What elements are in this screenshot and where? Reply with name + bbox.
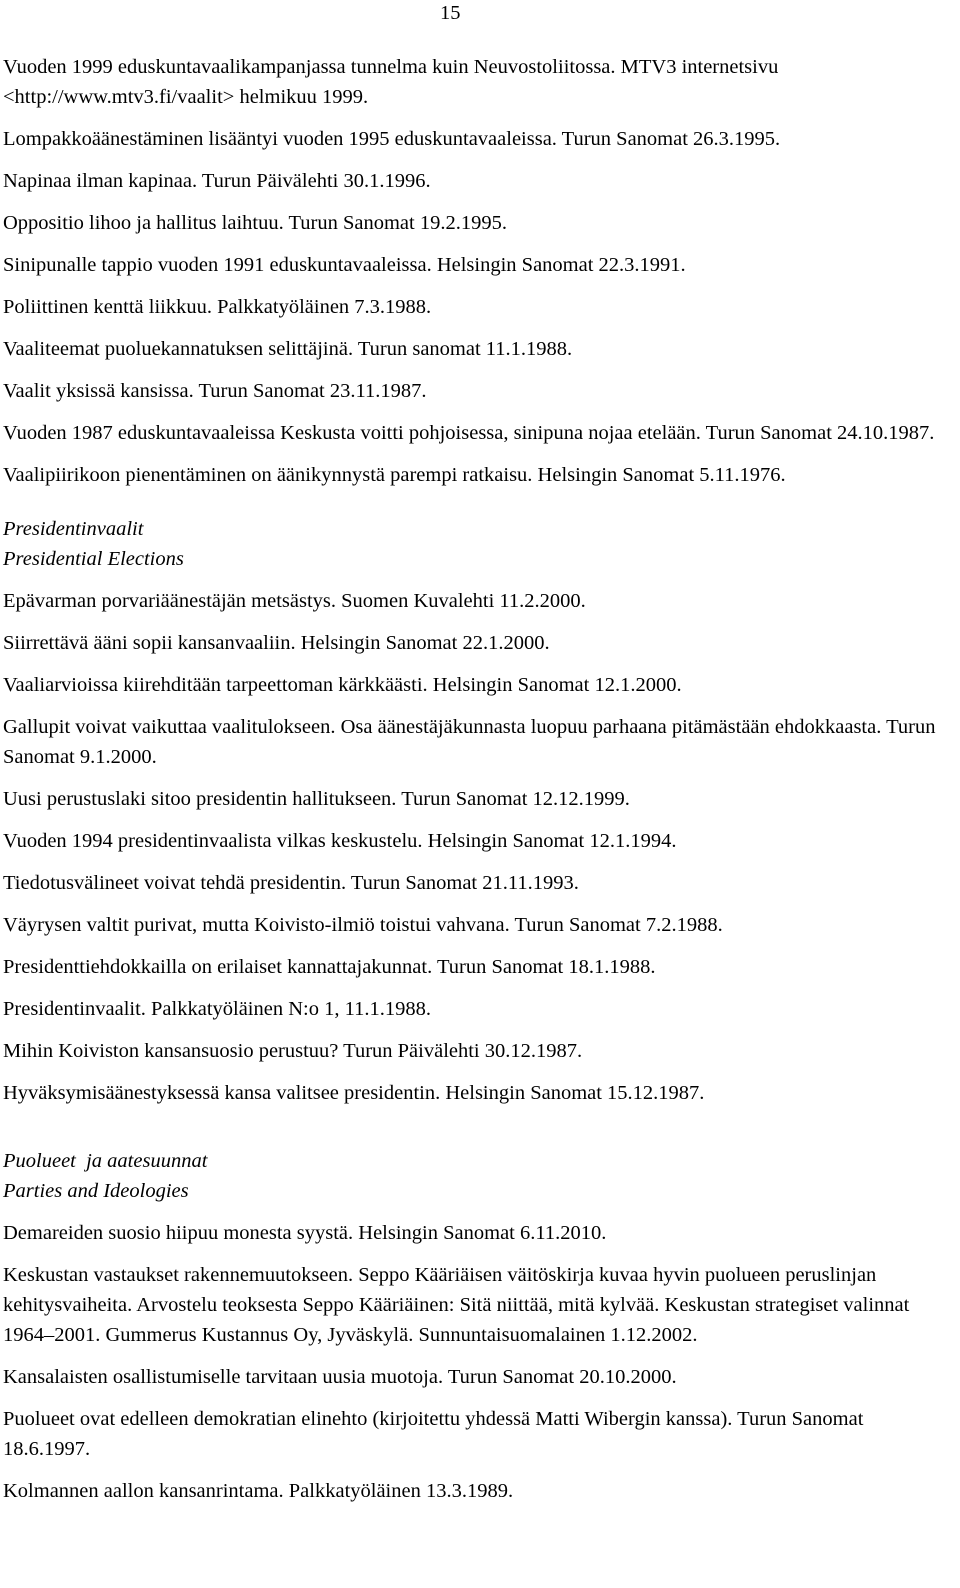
bibliography-entry: Epävarman porvariäänestäjän metsästys. Suomen Kuvalehti 11.2.2000. <box>3 590 586 612</box>
bibliography-entry: Lompakkoäänestäminen lisääntyi vuoden 1995 eduskuntavaaleissa. Turun Sanomat 26.3.1995. <box>3 128 781 150</box>
bibliography-entry: Oppositio lihoo ja hallitus laihtuu. Turun Sanomat 19.2.1995. <box>3 212 507 234</box>
bibliography-entry: Kansalaisten osallistumiselle tarvitaan uusia muotoja. Turun Sanomat 20.10.2000. <box>3 1366 677 1388</box>
bibliography-entry: Vuoden 1987 eduskuntavaaleissa Keskusta voitti pohjoisessa, sinipuna nojaa etelään. Turun Sanomat 24.10.1987. <box>3 422 935 444</box>
section-heading-en: Parties and Ideologies <box>3 1180 189 1202</box>
bibliography-entry: Vuoden 1999 eduskuntavaalikampanjassa tunnelma kuin Neuvostoliitossa. MTV3 internetsivu <http://www.mtv3.fi/vaalit> helmikuu 1999. <box>3 56 779 108</box>
bibliography-entry: Vaaliteemat puoluekannatuksen selittäjinä. Turun sanomat 11.1.1988. <box>3 338 573 360</box>
page-number: 15 <box>440 2 461 24</box>
bibliography-entry: Uusi perustuslaki sitoo presidentin hallitukseen. Turun Sanomat 12.12.1999. <box>3 788 630 810</box>
bibliography-entry: Keskustan vastaukset rakennemuutokseen. Seppo Kääriäisen väitöskirja kuvaa hyvin puolueen peruslinjan kehitysvaiheita. Arvostelu teoksesta Seppo Kääriäinen: Sitä niittää, mitä kylvää. Keskustan strategiset valinnat 1964–2001. Gummerus Kustannus Oy, Jyväskylä. Sunnuntaisuomalainen 1.12.2002. <box>3 1264 910 1346</box>
bibliography-entry: Poliittinen kenttä liikkuu. Palkkatyöläinen 7.3.1988. <box>3 296 432 318</box>
section-heading <box>3 1146 951 1206</box>
section-heading-fi: Presidentinvaalit <box>3 518 144 540</box>
bibliography-entry: Kolmannen aallon kansanrintama. Palkkatyöläinen 13.3.1989. <box>3 1480 514 1502</box>
bibliography-entry: Siirrettävä ääni sopii kansanvaaliin. Helsingin Sanomat 22.1.2000. <box>3 632 550 654</box>
bibliography-entry: Vaalipiirikoon pienentäminen on äänikynnystä parempi ratkaisu. Helsingin Sanomat 5.11.1976. <box>3 464 786 486</box>
section-heading-en: Presidential Elections <box>3 548 184 570</box>
bibliography-entry: Napinaa ilman kapinaa. Turun Päivälehti 30.1.1996. <box>3 170 431 192</box>
bibliography-entry: Vaaliarvioissa kiirehditään tarpeettoman kärkkäästi. Helsingin Sanomat 12.1.2000. <box>3 674 682 696</box>
bibliography-entry: Gallupit voivat vaikuttaa vaalitulokseen. Osa äänestäjäkunnasta luopuu parhaana pitämästään ehdokkaasta. Turun Sanomat 9.1.2000. <box>3 716 936 768</box>
section-heading-fi: Puolueet ja aatesuunnat <box>3 1150 208 1172</box>
bibliography-entry: Demareiden suosio hiipuu monesta syystä. Helsingin Sanomat 6.11.2010. <box>3 1222 607 1244</box>
bibliography <box>3 52 951 1518</box>
bibliography-entry: Presidenttiehdokkailla on erilaiset kannattajakunnat. Turun Sanomat 18.1.1988. <box>3 956 656 978</box>
section-parties-ideologies <box>3 1146 951 1506</box>
bibliography-entry: Mihin Koiviston kansansuosio perustuu? Turun Päivälehti 30.12.1987. <box>3 1040 583 1062</box>
bibliography-entry: Vuoden 1994 presidentinvaalista vilkas keskustelu. Helsingin Sanomat 12.1.1994. <box>3 830 677 852</box>
bibliography-entry: Vaalit yksissä kansissa. Turun Sanomat 23.11.1987. <box>3 380 427 402</box>
bibliography-entry: Väyrysen valtit purivat, mutta Koivisto-ilmiö toistui vahvana. Turun Sanomat 7.2.1988. <box>3 914 723 936</box>
bibliography-entry: Puolueet ovat edelleen demokratian elinehto (kirjoitettu yhdessä Matti Wibergin kanssa). Turun Sanomat 18.6.1997. <box>3 1408 864 1460</box>
section-presidential-elections <box>3 514 951 1108</box>
section-parliamentary-elections <box>3 52 951 490</box>
section-heading <box>3 514 951 574</box>
bibliography-entry: Presidentinvaalit. Palkkatyöläinen N:o 1, 11.1.1988. <box>3 998 431 1020</box>
bibliography-entry: Hyväksymisäänestyksessä kansa valitsee presidentin. Helsingin Sanomat 15.12.1987. <box>3 1082 705 1104</box>
bibliography-entry: Sinipunalle tappio vuoden 1991 eduskuntavaaleissa. Helsingin Sanomat 22.3.1991. <box>3 254 686 276</box>
bibliography-entry: Tiedotusvälineet voivat tehdä presidentin. Turun Sanomat 21.11.1993. <box>3 872 579 894</box>
